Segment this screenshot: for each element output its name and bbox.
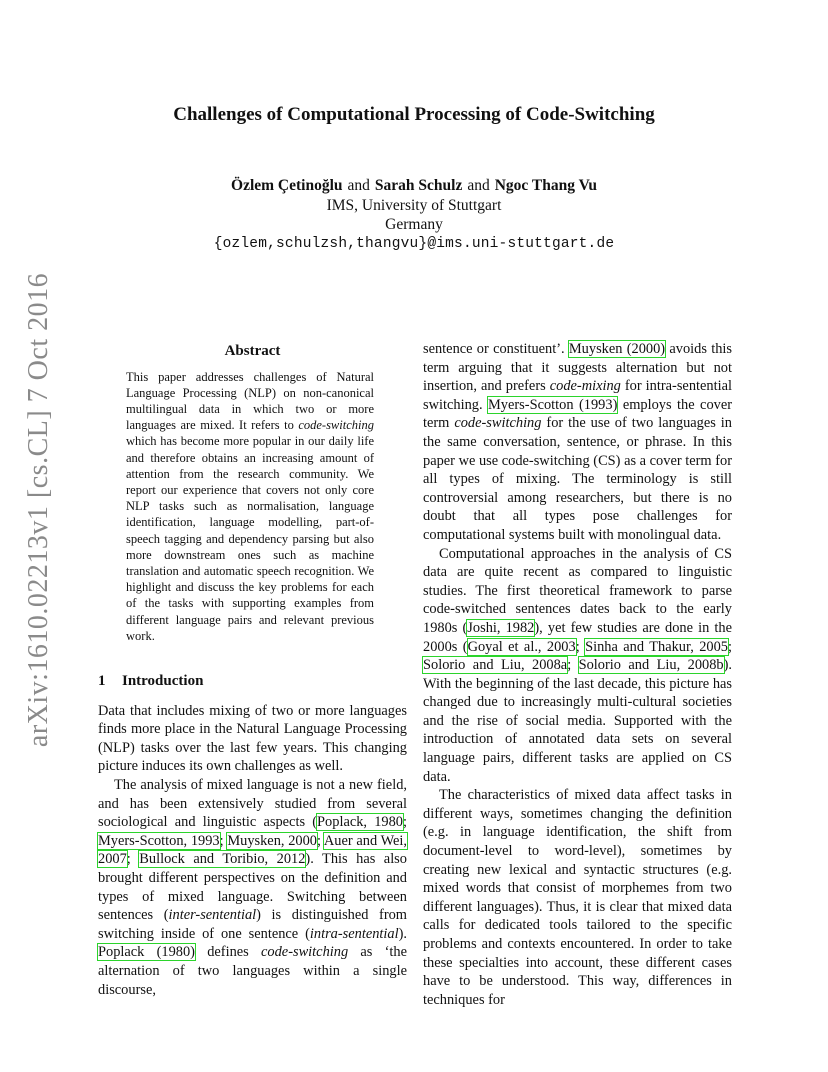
citation-link[interactable]: Goyal et al., 2003 [467,638,576,655]
emphasis: code-mixing [549,378,621,395]
author-name: Ngoc Thang Vu [494,177,597,194]
intro-paragraph-2: The analysis of mixed language is not a new field, and has been extensively studied from several sociological and linguistic aspects (Poplack, 1980; Myers-Scotton, 1993; Muysken, 2000; Auer and Wei, 2007; Bullock and Toribio, 2012). This has also brought different perspectives on the definition and types of mixed language. Switching between sentences (inter-sentential) is distinguished from switching inside of one sentence (intra-sentential). Poplack (1980) defines code-switching as ‘the alternation of two languages within a single discourse, [98,777,407,998]
author-separator: and [467,177,490,194]
emphasis: inter-sentential [168,907,257,924]
citation-link[interactable]: Muysken (2000) [568,341,666,357]
affiliation: IMS, University of Stuttgart [326,196,502,214]
section-heading-introduction [98,672,407,691]
emphasis: code-switching [261,944,349,961]
section-title: Introduction [122,673,204,690]
emphasis: intra-sentential [309,925,399,942]
right-column [423,340,732,1009]
author-emails: {ozlem,schulzsh,thangvu}@ims.uni-stuttgart.de [213,235,615,252]
citation-link[interactable]: Poplack, 1980 [317,814,403,831]
intro-paragraph-1: Data that includes mixing of two or more languages finds more place in the Natural Language Processing (NLP) tasks over the last few years. This changing picture induces its own challenges as well. [98,702,407,775]
citation-link[interactable]: Solorio and Liu, 2008b [578,657,724,674]
abstract-text: This paper addresses challenges of Natural Language Processing (NLP) on non-canonical multilingual data in which two or more languages are mixed. It refers to code-switching which has become more popular in our daily life and therefore obtains an increasing amount of attention from the research community. We report our experience that covers not only core NLP tasks such as normalisation, language identification, language modelling, part-of-speech tagging and dependency parsing but also more downstream ones such as machine translation and automatic speech recognition. We highlight and discuss the key problems for each of the tasks with supporting examples from different language pairs and relevant previous work. [126,369,374,643]
citation-link[interactable]: Poplack (1980) [98,944,195,961]
right-paragraph-2: Computational approaches in the analysis of CS data are quite recent as compared to linguistic studies. The first theoretical framework to parse code-switched sentences dates back to the early 1980s (Joshi, 1982), yet few studies are done in the 2000s (Goyal et al., 2003; Sinha and Thakur, 2005; Solorio and Liu, 2008a; Solorio and Liu, 2008b). With the beginning of the last decade, this picture has changed due to increasingly multi-cultural societies and the rise of social media. Supported with the introduction of annotated data sets on several language pairs, different tasks are applied on CS data. [423,545,733,785]
author-block [0,176,828,254]
citation-link[interactable]: Bullock and Toribio, 2012 [139,851,306,868]
citation-link[interactable]: Sinha and Thakur, 2005 [585,638,728,655]
arxiv-identifier-text: arXiv:1610.02213v1 [cs.CL] 7 Oct 2016 [23,272,54,748]
author-name: Özlem Çetinoğlu [231,177,343,194]
author-name: Sarah Schulz [374,177,463,194]
citation-link[interactable]: Muysken, 2000 [227,832,317,849]
section-number: 1 [98,673,106,690]
abstract-heading: Abstract [224,343,281,359]
left-column [98,340,407,999]
citation-link[interactable]: Auer and Wei, 2007 [98,832,407,868]
paper-title: Challenges of Computational Processing of Code-Switching [173,104,655,125]
right-paragraph-3: The characteristics of mixed data affect tasks in different ways, sometimes changing the definition (e.g. in language identification, the shift from document-level to word-level), sometimes by creating new lexical and syntactic structures (e.g. mixed words that consist of morphemes from two different languages). Thus, it is clear that mixed data calls for dedicated tools tailored to the specific problems and contexts encountered. In order to take these specialties into account, these different cases have to be understood. This way, differences in techniques for [423,787,732,1008]
emphasis: code-switching [298,418,374,433]
right-paragraph-1: sentence or constituent’. Muysken (2000) avoids this term arguing that it suggests alternation but not insertion, and prefers code-mixing for intra-sentential switching. Myers-Scotton (1993) employs the cover term code-switching for the use of two languages in the same conversation, sentence, or phrase. In this paper we use code-switching (CS) as a cover term for all types of mixing. The terminology is still controversial among researchers, but there is no doubt that all types pose challenges for computational systems built with monolingual data. [423,341,733,543]
country: Germany [385,216,443,233]
author-separator: and [347,177,370,194]
citation-link[interactable]: Joshi, 1982 [467,619,535,636]
author-list [0,176,828,196]
arxiv-identifier [14,272,64,748]
citation-link[interactable]: Solorio and Liu, 2008a [423,657,568,674]
citation-link[interactable]: Myers-Scotton, 1993 [98,832,220,849]
emphasis: code-switching [454,415,542,432]
citation-link[interactable]: Myers-Scotton (1993) [488,396,618,413]
